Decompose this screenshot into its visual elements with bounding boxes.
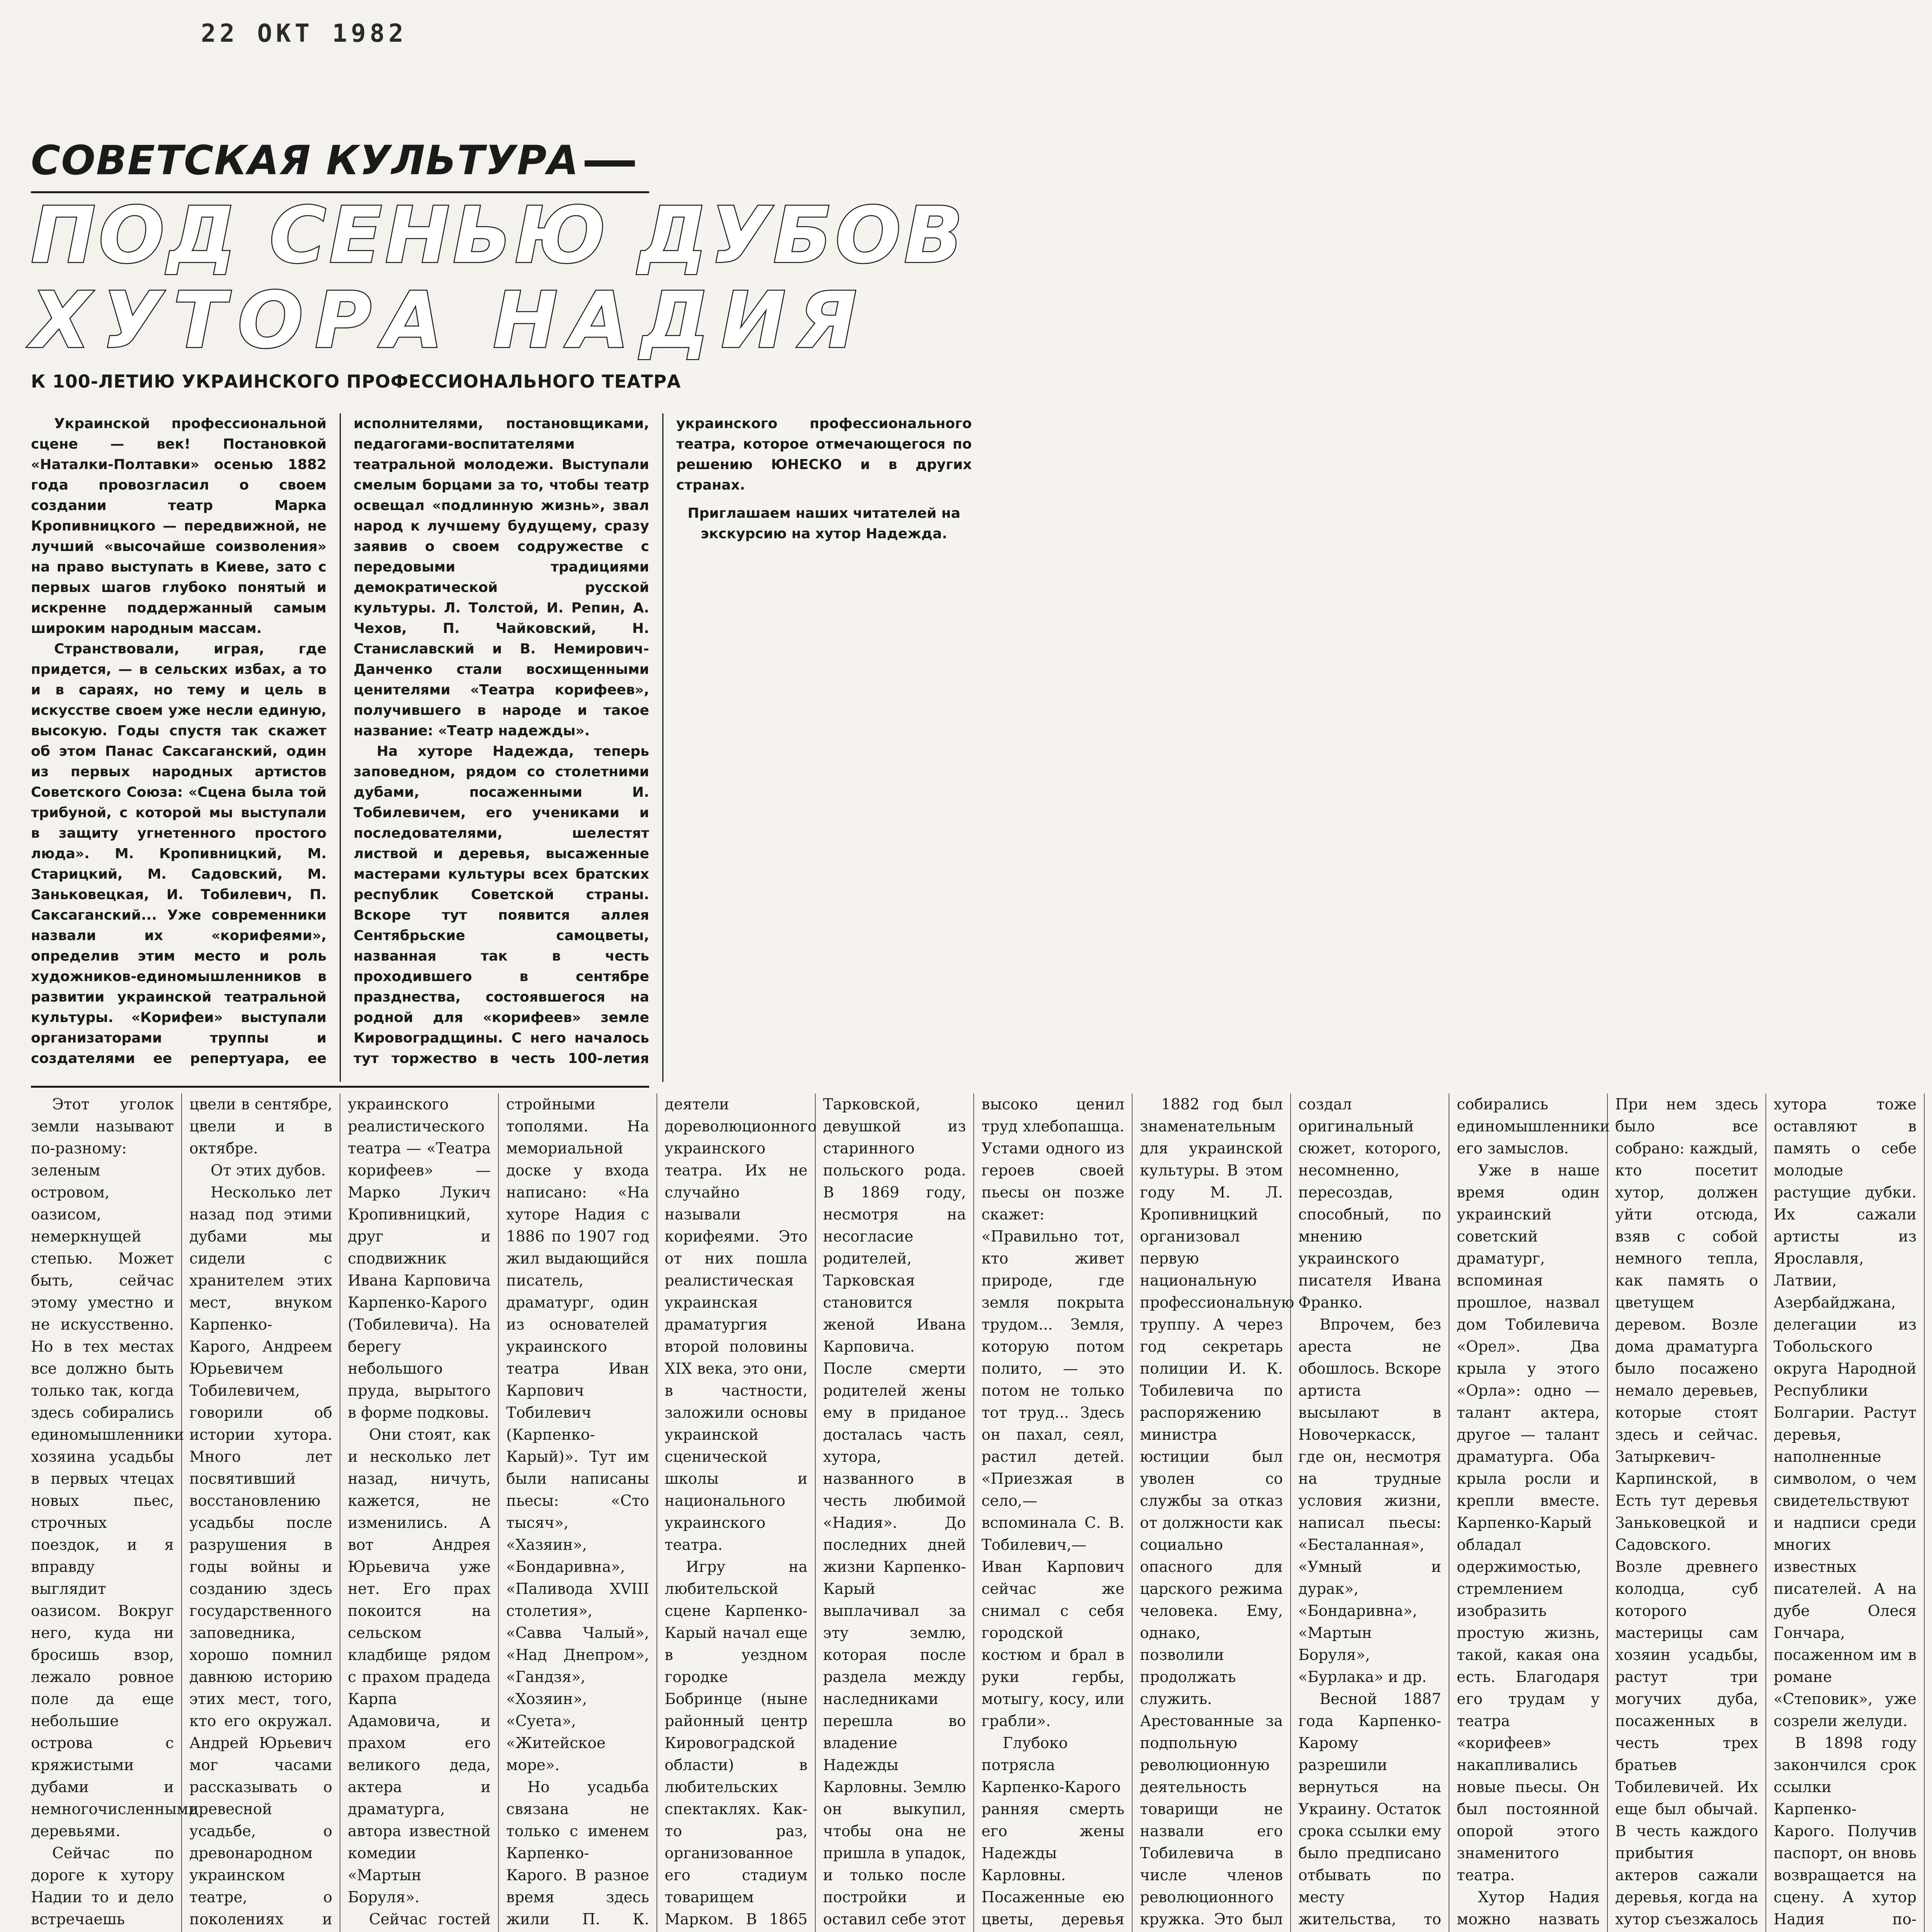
article-body [31,1094,1917,1932]
body-paragraph: хутора тоже оставляют в память о себе молодые растущие дубки. Их сажали артисты из Ярославля, Латвии, Азербайджана, делегации из Тобольского округа Народной Республики Болгарии. Растут деревья, наполненные символом, о чем свидетельствуют и надписи среди многих известных писателей. А на дубе Олеся Гончара, посаженном им в романе «Степовик», уже созрели желуди. [1774,1096,1917,1730]
subheadline: К 100-ЛЕТИЮ УКРАИНСКОГО ПРОФЕССИОНАЛЬНОГО ТЕАТРА [31,371,681,392]
body-paragraph: Сейчас по дороге к хутору Надии то и дело встречаешь цвели в сентябре, цвели и в октябре. [31,1096,332,1928]
body-paragraph: Сейчас гостей [369,1911,491,1928]
date-stamp: 22 ОКТ 1982 [201,19,407,48]
body-paragraph: От этих дубов. [211,1162,326,1179]
body-paragraph: Весной 1887 года Карпенко-Карому разрешили вернуться на Украину. Остаток срока ссылки ему было предписано отбывать по месту жительства, то собирались единомышленники его замыслов. [1298,1096,1610,1928]
body-paragraph: Они стоят, как и несколько лет назад, ничуть, кажется, не изменились. А вот Андрея Юрьевича уже нет. Его прах покоится на сельском кладбище рядом с прахом прадеда Карпа Адамовича, и прахом его великого деда, актера и драматурга, автора известной комедии «Мартын Боруля». [348,1426,491,1906]
body-paragraph: украинского реалистического театра — «Театра корифеев» — Марко Лукич Кропивницкий, друг и сподвижник Ивана Карповича Карпенко-Карого (Тобилевича). На берегу небольшого пруда, вырытого в форме подковы. [348,1096,491,1422]
headline-line-2: ХУТОРА НАДИЯ [31,276,869,366]
newspaper-clipping [23,15,1917,1932]
body-paragraph: Хутор Надия можно назвать При нем здесь было все собрано: каждый, кто посетит хутор, должен уйти отсюда, взяв с собой немного тепла, как память о цветущем деревом. Возле дома драматурга было посажено немало деревьев, которые стоят здесь и сейчас. Затыркевич-Карпинской, в Есть тут деревья Заньковецкой и Садовского. Возле древнего колодца, суб которого мастерицы сам хозяин усадьбы, растут три могучих дуба, посаженных в честь трех братьев Тобилевичей. Их еще был обычай. В честь каждого прибытия актеров сажали деревья, когда на хутор съезжалось [1457,1096,1758,1928]
body-paragraph: В 1898 году закончился срок ссылки Карпенко-Карого. Получив паспорт, он вновь возвращается на сцену. А хутор Надия по- [1774,1735,1917,1928]
body-paragraph: стройными тополями. На мемориальной доске у входа написано: «На хуторе Надия с 1886 по 1907 год жил выдающийся писатель, драматург, один из основателей украинского театра Иван Карпович Тобилевич (Карпенко-Карый)». Тут им были написаны пьесы: «Сто тысяч», «Хазяин», «Бондаривна», «Паливода XVIII столетия», «Савва Чалый», «Над Днепром», «Гандзя», «Хозяин», «Суета», «Житейское море». [506,1096,649,1774]
body-paragraph: Уже в наше время один украинский советский драматург, вспоминая прошлое, назвал дом Тобилевича «Орел». Два крыла у этого «Орла»: одно — талант актера, другое — талант драматурга. Оба крыла росли и крепли вместе. Карпенко-Карый обладал одержимостью, стремлением изобразить простую жизнь, такой, какая она есть. Благодаря его трудам у театра «корифеев» накапливались новые пьесы. Он был постоянной опорой этого знаменитого театра. [1457,1162,1600,1884]
rubric-dash [585,160,635,167]
lead-paragraph: Странствовали, играя, где придется, — в сельских избах, а то и в сараях, но тему и цель в искусстве своем уже несли единую, высокую. Годы спустя так скажет об этом Панас Саксаганский, один из первых народных артистов Советского Союза: «Сцена была той трибуной, с которой мы выступали в защиту угнетенного простого люда». М. Кропивницкий, М. Старицкий, М. Садовский, М. Заньковецкая, И. Тобилевич, П. Саксаганский... Уже современники назвали их «корифеями», определив этим место и роль художников-единомышленников в развитии украинской театральной культуры. «Корифеи» выступали организаторами труппы и создателями ее репертуара, ее исполнителями, постановщиками, педагогами-воспитателями театральной молодежи. Выступали смелым борцами за то, чтобы театр освещал «подлинную жизнь», звал народ к лучшему будущему, сразу заявив о своем содружестве с передовыми традициями демократической русской культуры. Л. Толстой, И. Репин, А. Чехов, П. Чайковский, Н. Станиславский и В. Немирович-Данченко стали восхищенными ценителями «Театра корифеев», получившего в народе и такое название: «Театр надежды». [31,416,649,1066]
lead-section [31,413,972,1082]
rubric-text: СОВЕТСКАЯ КУЛЬТУРА [31,137,579,184]
body-paragraph: Впрочем, без ареста не обошлось. Вскоре артиста высылают в Новочеркасск, где он, несмотря на трудные условия жизни, написал пьесы: «Бесталанная», «Умный и дурак», «Бондаривна», «Мартын Боруля», «Бурлака» и др. [1298,1316,1441,1686]
body-paragraph: Этот уголок земли называют по-разному: зеленым островом, оазисом, немеркнущей степью. Может быть, сейчас этому уместно и не искусственно. Но в тех местах все должно быть только так, когда здесь собирались единомышленники хозяина усадьбы в первых чтецах новых пьес, строчных поездок, и я вправду выглядит оазисом. Вокруг него, куда ни бросишь взор, лежало ровное поле да еще небольшие острова с кряжистыми дубами и немногочисленными деревьями. [31,1096,199,1840]
body-paragraph: Но усадьба связана не только с именем Карпенко-Карого. В разное время здесь жили П. К. деятели дореволюционного украинского театра. Их не случайно называли корифеями. Это от них пошла реалистическая украинская драматургия второй половины XIX века, это они, в частности, заложили основы украинской сценической школы и национального украинского театра. [506,1096,817,1928]
lead-note: Приглашаем наших читателей на экскурсию на хутор Надежда. [687,505,961,542]
lead-paragraph: Украинской профессиональной сцене — век! Постановкой «Наталки-Полтавки» осенью 1882 года провозгласил о своем создании театр Марка Кропивницкого — передвижной, не лучший «высочайше соизволения» на право выступать в Киеве, зато с первых шагов глубоко понятый и искренне поддержанный самым широким народным массам. [31,416,327,636]
body-paragraph: Глубоко потрясла Карпенко-Карого ранняя смерть его жены Надежды Карловны. Посаженные ею цветы, деревья [981,1735,1124,1928]
section-rubric [31,131,649,189]
body-paragraph: Игру на любительской сцене Карпенко-Карый начал еще в уездном городке Бобринце (ныне районный центр Кировоградской области) в любительских спектаклях. Как-то раз, организованное его стадиум товарищем Марком. В 1865 Тарковской, девушкой из старинного польского рода. В 1869 году, несмотря на несогласие родителей, Тарковская становится женой Ивана Карповича. После смерти родителей жены ему в приданое досталась часть хутора, названного в честь любимой «Надия». До последних дней жизни Карпенко-Карый выплачивал за эту землю, которая после раздела между наследниками перешла во владение Надежды Карловны. Землю он выкупил, чтобы она не пришла в упадок, и только после постройки и оставил себе этот [665,1096,966,1928]
body-paragraph: Несколько лет назад под этими дубами мы сидели с хранителем этих мест, внуком Карпенко-Карого, Андреем Юрьевичем Тобилевичем, говорили об истории хутора. Много лет посвятивший восстановлению усадьбы после разрушения в годы войны и созданию здесь государственного заповедника, хорошо помнил давнюю историю этих мест, того, кто его окружал. Андрей Юрьевич мог часами рассказывать о древесной усадьбе, о древонародном украинском театре, о поколениях и [189,1184,332,1928]
lead-bottom-rule [31,1086,649,1088]
body-paragraph: высоко ценил труд хлебопашца. Устами одного из героев своей пьесы он позже скажет: «Правильно тот, кто живет природе, где земля покрыта трудом... Земля, которую потом полито, — это потом не только тот труд... Здесь он пахал, сеял, растил детей. «Приезжая в село,— вспоминала С. В. Тобилевич,— Иван Карпович сейчас же снимал с себя городской костюм и брал в руки гербы, мотыгу, косу, или грабли». [981,1096,1124,1730]
body-paragraph: 1882 год был знаменательным для украинской культуры. В этом году М. Л. Кропивницкий организовал первую национальную профессиональную труппу. А через год секретарь полиции И. К. Тобилевича по распоряжению министра юстиции был уволен со службы за отказ от должности как социально опасного для царского режима человека. Ему, однако, позволили продолжать служить. Арестованные за подпольную революционную деятельность товарищи не назвали его Тобилевича в числе членов революционного кружка. Это был создал оригинальный сюжет, которого, несомненно, пересоздав, способный, по мнению украинского писателя Ивана Франко. [1140,1096,1441,1928]
headline-line-1: ПОД СЕНЬЮ ДУБОВ [31,190,966,281]
lead-paragraph: На хуторе Надежда, теперь заповедном, рядом со столетними дубами, посаженными И. Тобилевичем, его учениками и последователями, шелестят листвой и деревья, высаженные мастерами культуры всех братских республик Советской страны. Вскоре тут появится аллея Сентябрьские самоцветы, названная так в честь проходившего в сентябре празднества, состоявшегося на родной для «корифеев» земле Кировоградщины. С него началось тут торжество в честь 100-летия украинского профессионального театра, которое отмечающегося по решению ЮНЕСКО и в других странах. [354,416,972,1066]
